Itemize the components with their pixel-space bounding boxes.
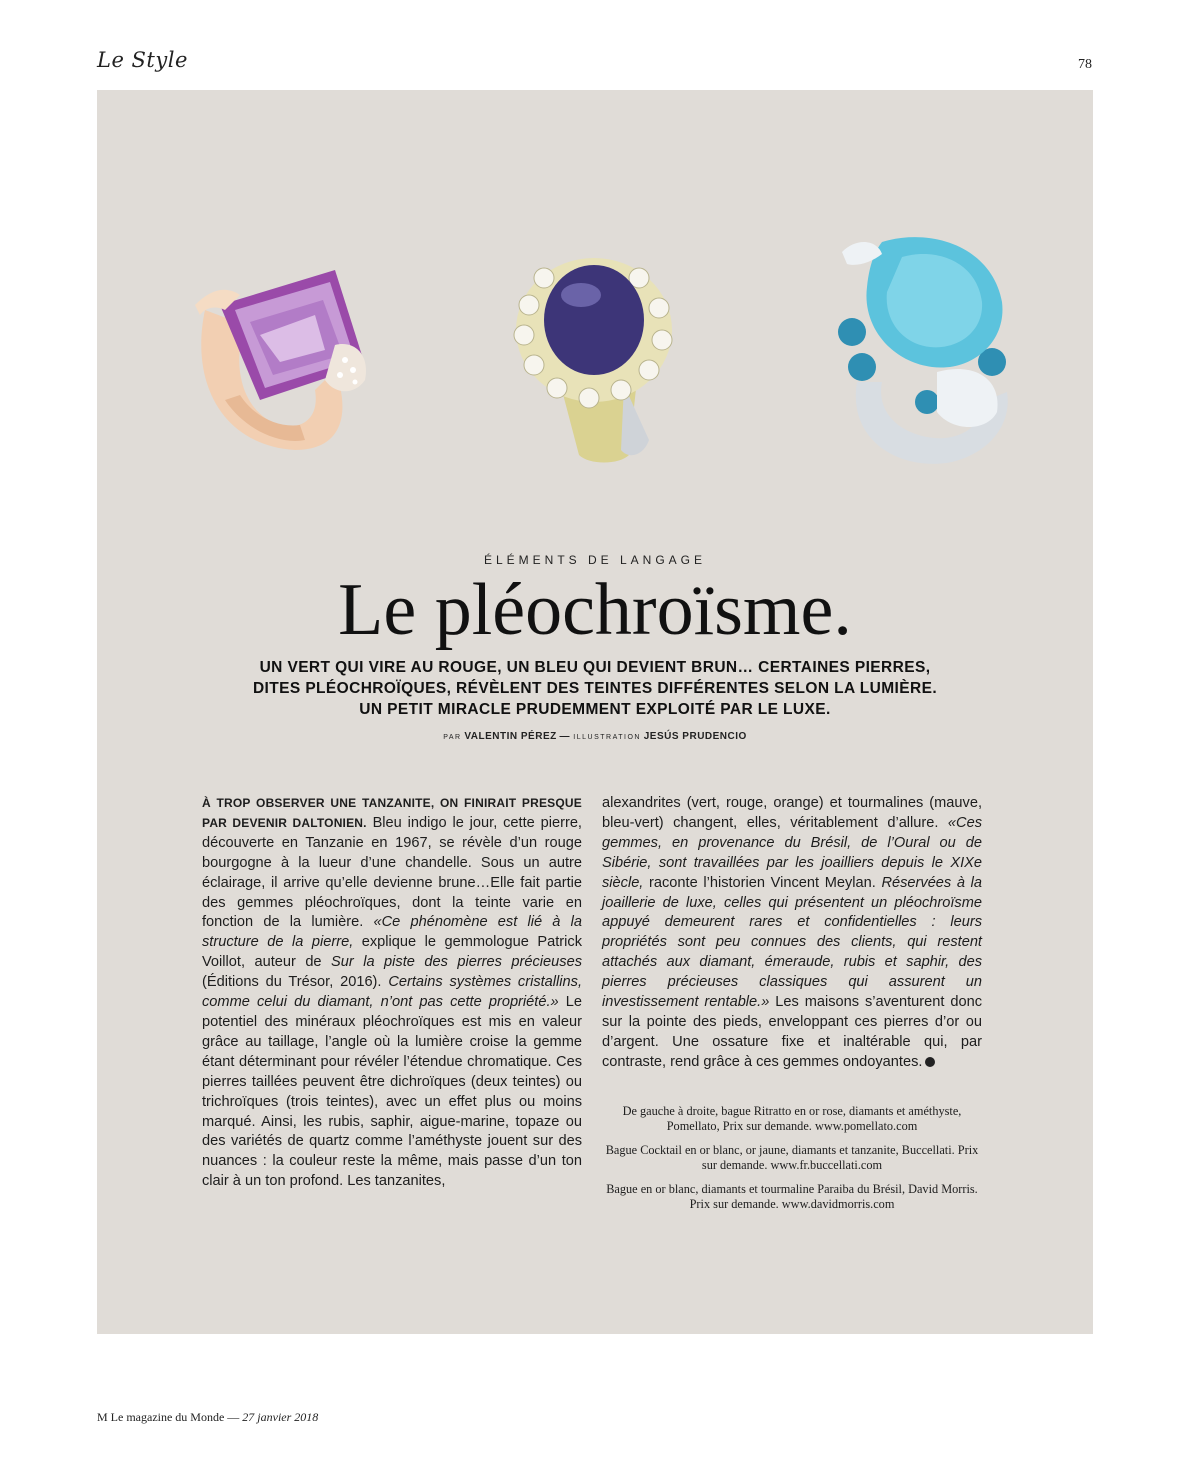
body-text: (Éditions du Trésor, 2016). (202, 974, 389, 991)
tanzanite-ring-icon (509, 250, 679, 465)
running-head: Le Style (97, 48, 188, 72)
byline-dash: — (559, 731, 574, 742)
byline-par: PAR (443, 734, 462, 741)
end-of-article-icon (925, 1057, 935, 1067)
folio (97, 1410, 318, 1425)
lead-in: À TROP OBSERVER UNE TANZANITE, ON FINIRAIT PRESQUE PAR DEVENIR DALTONIEN. (202, 796, 582, 830)
body-paragraph-right (602, 794, 982, 1073)
quote-text: «Ce phénomène est lié à la structure de la pierre, (202, 914, 582, 951)
publication-name: M Le magazine du Monde — (97, 1410, 240, 1424)
page-number: 78 (1078, 57, 1092, 72)
amethyst-ring-icon (185, 250, 385, 450)
byline-illustrator: JESÚS PRUDENCIO (643, 731, 747, 742)
caption-ring-2: Bague Cocktail en or blanc, or jaune, diamants et tanzanite, Buccellati. Prix sur demande. www.fr.buccellati.com (605, 1143, 979, 1172)
standfirst: UN VERT QUI VIRE AU ROUGE, UN BLEU QUI DEVIENT BRUN… CERTAINES PIERRES, DITES PLÉOCHROÏQUES, RÉVÈLENT DES TEINTES DIFFÉRENTES SELON LA LUMIÈRE. UN PETIT MIRACLE PRUDEMMENT EXPLOITÉ PAR LE LUXE. (252, 659, 938, 718)
byline-illustration-label: ILLUSTRATION (573, 734, 641, 741)
caption-ring-3: Bague en or blanc, diamants et tourmaline Paraiba du Brésil, David Morris. Prix sur demande. www.davidmorris.com (606, 1182, 978, 1211)
book-title: Sur la piste des pierres précieuses (331, 954, 582, 971)
caption-ring-1: De gauche à droite, bague Ritratto en or rose, diamants et améthyste, Pomellato, Prix sur demande. www.pomellato.com (622, 1104, 962, 1133)
quote-text: «Ces gemmes, en provenance du Brésil, de l’Oural ou de Sibérie, sont travaillées par les joailliers depuis le XIXe siècle, (602, 814, 982, 891)
article-panel (97, 90, 1093, 1334)
quote-text: Certains systèmes cristallins, comme celui du diamant, n’ont pas cette propriété.» (202, 974, 582, 1011)
headline: Le pléochroïsme. (338, 569, 852, 651)
body-text: Les maisons s’aventurent donc sur la pointe des pieds, enveloppant ces pierres d’or ou d’argent. Une ossature fixe et inaltérable qui, par contraste, rend grâce à ces gemmes ondoyantes. (602, 994, 982, 1070)
byline-author: VALENTIN PÉREZ (464, 731, 557, 742)
body-column-right (602, 794, 982, 1073)
body-text: Le potentiel des minéraux pléochroïques est mis en valeur grâce au taillage, l’angle où la lumière croise la gemme étant déterminant pour révéler l’étendue chromatique. Ces pierres taillées peuvent être dichroïques (deux teintes) ou trichroïques (trois teintes), avec un effet plus ou moins marqué. Ainsi, les rubis, saphir, aigue-marine, topaze ou des variétés de quartz comme l’améthyste jouent sur des nuances : la couleur reste la même, mais passe d’un ton clair à un ton profond. Les tanzanites, (202, 994, 582, 1190)
byline (97, 731, 1093, 742)
issue-date: 27 janvier 2018 (242, 1410, 319, 1424)
paraiba-ring-icon (822, 232, 1022, 467)
kicker: ÉLÉMENTS DE LANGAGE (483, 553, 707, 567)
body-column-left (202, 794, 582, 1192)
body-paragraph-left (202, 794, 582, 1192)
quote-text: Réservées à la joaillerie de luxe, celles qui présentent un pléochroïsme appuyé demeurent rares et confidentielles : leurs propriétés sont peu connues des clients, qui restent attachés aux diamant, émeraude, rubis et saphir, des pierres précieuses classiques qui assurent un investissement rentable.» (602, 874, 982, 1011)
body-text: explique le gemmologue Patrick Voillot, auteur de (202, 934, 582, 971)
ring-illustrations (97, 90, 1093, 610)
body-text: alexandrites (vert, rouge, orange) et tourmalines (mauve, bleu-vert) changent, elles, véritablement d’allure. (602, 795, 982, 831)
photo-captions (602, 1104, 982, 1221)
body-text: raconte l’historien Vincent Meylan. (643, 874, 882, 891)
body-text: Bleu indigo le jour, cette pierre, découverte en Tanzanie en 1967, se révèle d’un rouge bourgogne à la lueur d’une chandelle. Sous un autre éclairage, il arrive qu’elle devienne brune…Elle fait partie des gemmes pléochroïques, dont la teinte varie en fonction de la lumière. (202, 814, 582, 931)
